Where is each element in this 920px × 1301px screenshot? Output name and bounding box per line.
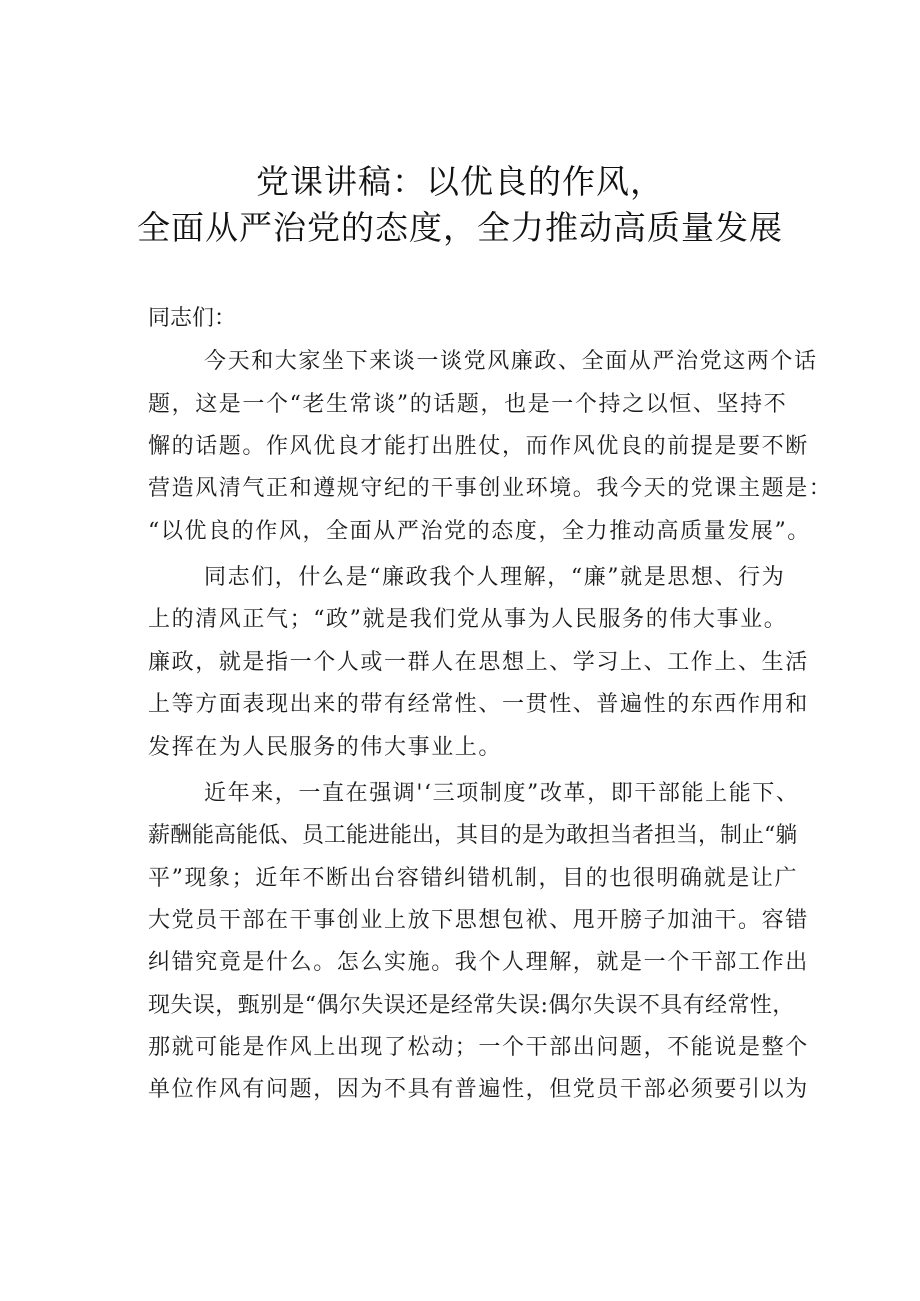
salutation: 同志们： [148,306,237,331]
text-line: 近年来，一直在强调'‘三项制度”改革，即干部能上能下、 [204,781,800,806]
text-line: “以优良的作风，全面从严治党的态度，全力推动高质量发展”。 [148,519,811,544]
document-title-line-2: 全面从严治党的态度，全力推动高质量发展 [137,208,783,247]
text-line: 上的清风正气；“政”就是我们党从事为人民服务的伟大事业。 [148,607,788,632]
text-line: 同志们，什么是“廉政我个人理解，“廉”就是思想、行为 [204,565,786,590]
text-line: 大党员干部在干事创业上放下思想包袱、甩开膀子加油干。容错 [148,908,809,933]
text-line: 今天和大家坐下来谈一谈党风廉政、全面从严治党这两个话 [204,349,818,374]
text-line: 营造风清气正和遵规守纪的干事创业环境。我今天的党课主题是： [148,476,833,501]
text-line: 平”现象；近年不断出台容错纠错机制，目的也很明确就是让广 [148,866,799,891]
text-line: 懈的话题。作风优良才能打出胜仗，而作风优良的前提是要不断 [148,434,809,459]
text-line: 薪酬能高能低、员工能进能出，其目的是为敢担当者担当，制止“躺 [148,823,798,848]
text-line: 发挥在为人民服务的伟大事业上。 [148,735,503,760]
text-line: 上等方面表现出来的带有经常性、一贯性、普遍性的东西作用和 [148,692,809,717]
text-line: 现失误，甄别是“偶尔失误还是经常失误:偶尔失误不具有经常性， [148,993,795,1018]
document-title-line-1: 党课讲稿：以优良的作风， [256,162,664,201]
text-line: 纠错究竟是什么。怎么实施。我个人理解，就是一个干部工作出 [148,950,809,975]
text-line: 题，这是一个“老生常谈”的话题，也是一个持之以恒、坚持不 [148,392,788,417]
text-line: 廉政，就是指一个人或一群人在思想上、学习上、工作上、生活 [148,650,809,675]
text-line: 那就可能是作风上出现了松动；一个干部出问题，不能说是整个 [148,1035,809,1060]
text-line: 单位作风有问题，因为不具有普遍性，但党员干部必须要引以为 [148,1077,809,1102]
